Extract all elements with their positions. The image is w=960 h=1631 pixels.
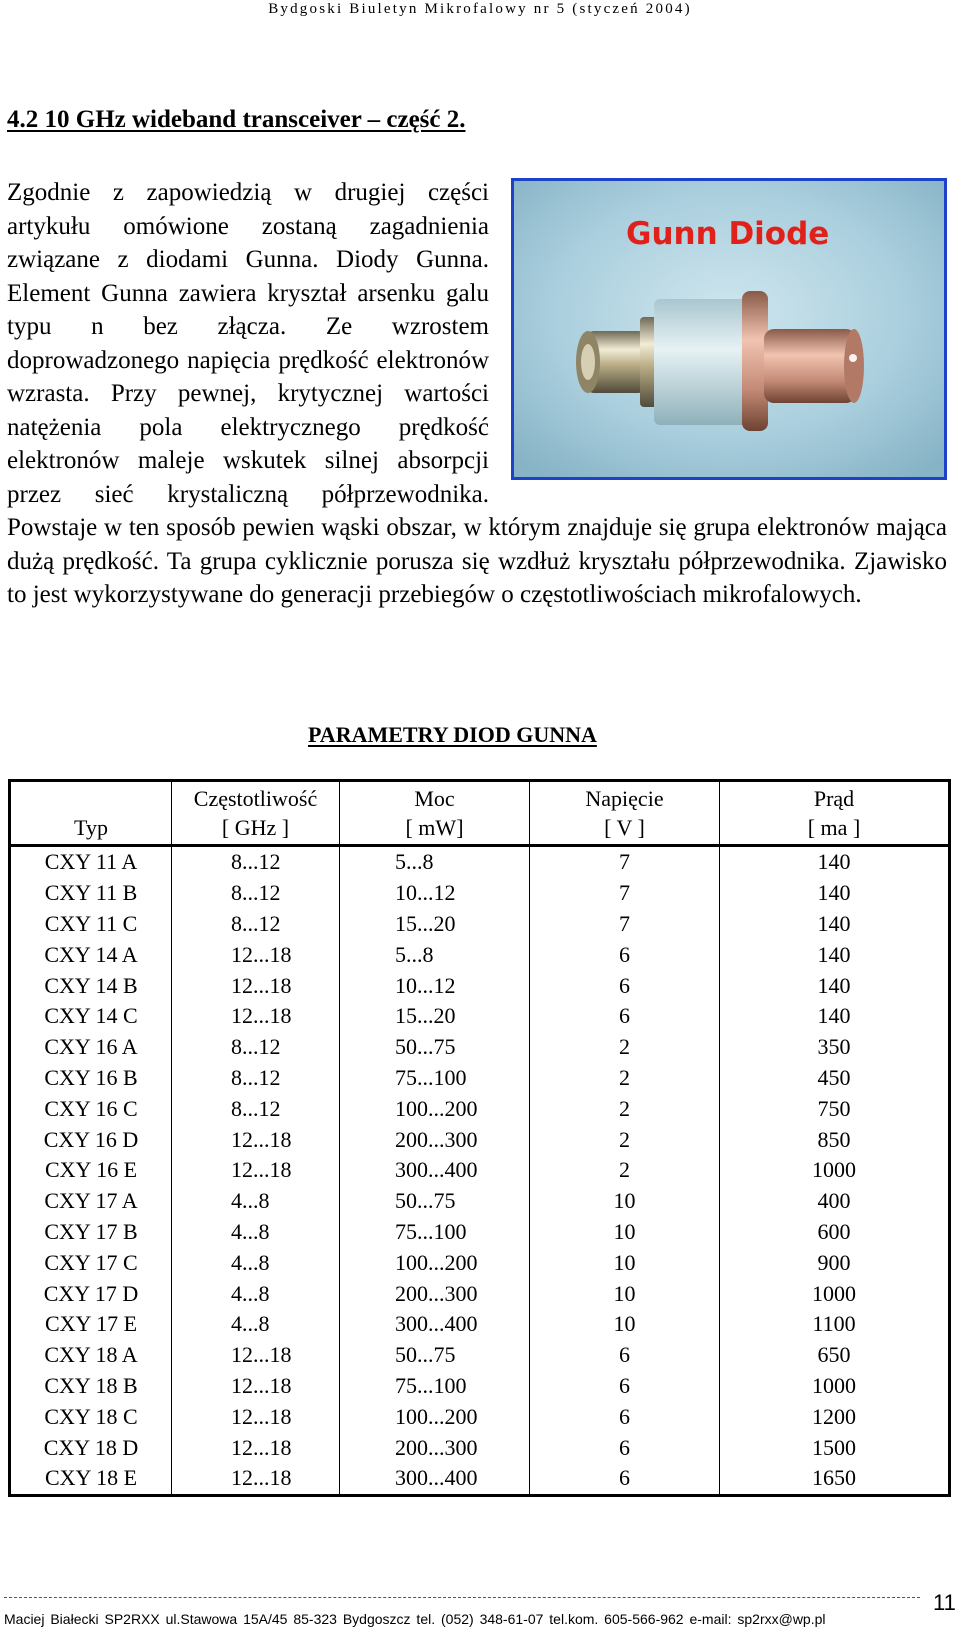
type-cell: CXY 16 B <box>10 1063 172 1094</box>
type-cell: CXY 18 D <box>10 1432 172 1463</box>
power-cell: 100...200 <box>340 1247 530 1278</box>
voltage-cell: 7 <box>530 909 720 940</box>
table-row <box>10 1340 950 1371</box>
article-paragraph: Zgodnie z zapowiedzią w drugiej części artykułu omówione zostaną zagadnienia związane z diodami Gunna. Diody Gunna. Element Gunna zawiera kryształ arsenku galu typu n bez złącza. Ze wzrostem doprowadzonego napięcia prędkość elektronów wzrasta. Przy pewnej, krytycznej wartości natężenia pola elektrycznego prędkość elektronów maleje wskutek silnej absorpcji przez sieć krystaliczną półprzewodnika. Powstaje w ten sposób pewien wąski obszar, w którym znajduje się grupa elektronów mająca dużą prędkość. Ta grupa cyklicznie porusza się wzdłuż kryształu półprzewodnika. Zjawisko to jest wykorzystywane do generacji przebiegów o częstotliwościach mikrofalowych. <box>7 179 947 608</box>
power-cell: 200...300 <box>340 1432 530 1463</box>
frequency-cell: 12...18 <box>172 1155 340 1186</box>
frequency-cell: 12...18 <box>172 939 340 970</box>
voltage-cell: 7 <box>530 846 720 878</box>
voltage-cell: 10 <box>530 1247 720 1278</box>
current-cell: 650 <box>720 1340 950 1371</box>
header-power <box>340 781 530 846</box>
current-cell: 350 <box>720 1032 950 1063</box>
current-cell: 450 <box>720 1063 950 1094</box>
type-cell: CXY 17 B <box>10 1217 172 1248</box>
table-row <box>10 878 950 909</box>
voltage-cell: 2 <box>530 1155 720 1186</box>
table-row <box>10 846 950 878</box>
current-cell: 140 <box>720 939 950 970</box>
frequency-cell: 8...12 <box>172 1063 340 1094</box>
frequency-cell: 12...18 <box>172 1432 340 1463</box>
frequency-cell: 12...18 <box>172 970 340 1001</box>
power-cell: 5...8 <box>340 846 530 878</box>
type-cell: CXY 18 B <box>10 1371 172 1402</box>
voltage-cell: 10 <box>530 1186 720 1217</box>
frequency-cell: 4...8 <box>172 1217 340 1248</box>
type-cell: CXY 17 D <box>10 1278 172 1309</box>
table-header-row <box>10 781 950 846</box>
frequency-cell: 8...12 <box>172 1093 340 1124</box>
table-row <box>10 1032 950 1063</box>
type-cell: CXY 14 C <box>10 1001 172 1032</box>
frequency-cell: 8...12 <box>172 846 340 878</box>
type-cell: CXY 16 E <box>10 1155 172 1186</box>
gunn-diode-parameters-table <box>8 779 951 1497</box>
page-header: Bydgoski Biuletyn Mikrofalowy nr 5 (styczeń 2004) <box>268 1 692 17</box>
frequency-cell: 8...12 <box>172 1032 340 1063</box>
voltage-cell: 10 <box>530 1309 720 1340</box>
type-cell: CXY 18 E <box>10 1463 172 1495</box>
frequency-cell: 4...8 <box>172 1278 340 1309</box>
type-cell: CXY 14 A <box>10 939 172 970</box>
power-cell: 10...12 <box>340 878 530 909</box>
table-title: PARAMETRY DIOD GUNNA <box>308 722 597 747</box>
voltage-cell: 6 <box>530 1463 720 1495</box>
power-cell: 100...200 <box>340 1401 530 1432</box>
power-cell: 200...300 <box>340 1278 530 1309</box>
power-cell: 300...400 <box>340 1309 530 1340</box>
table-row <box>10 1309 950 1340</box>
table-row <box>10 1155 950 1186</box>
power-cell: 75...100 <box>340 1217 530 1248</box>
frequency-cell: 4...8 <box>172 1186 340 1217</box>
type-cell: CXY 16 D <box>10 1124 172 1155</box>
table-row <box>10 1278 950 1309</box>
page-number: 11 <box>933 1590 956 1615</box>
power-cell: 50...75 <box>340 1032 530 1063</box>
voltage-cell: 6 <box>530 939 720 970</box>
header-power-line1: Moc <box>414 786 455 811</box>
current-cell: 1200 <box>720 1401 950 1432</box>
table-row <box>10 1463 950 1495</box>
photo-caption: Gunn Diode <box>626 216 830 252</box>
current-cell: 600 <box>720 1217 950 1248</box>
current-cell: 850 <box>720 1124 950 1155</box>
voltage-cell: 2 <box>530 1032 720 1063</box>
type-cell: CXY 11 A <box>10 846 172 878</box>
table-row <box>10 1371 950 1402</box>
frequency-cell: 12...18 <box>172 1001 340 1032</box>
current-cell: 140 <box>720 846 950 878</box>
current-cell: 400 <box>720 1186 950 1217</box>
frequency-cell: 4...8 <box>172 1247 340 1278</box>
section-title: 4.2 10 GHz wideband transceiver – część 2. <box>7 106 466 133</box>
table-row <box>10 1093 950 1124</box>
header-current-line2: [ ma ] <box>807 815 861 840</box>
current-cell: 140 <box>720 909 950 940</box>
voltage-cell: 7 <box>530 878 720 909</box>
current-cell: 1000 <box>720 1155 950 1186</box>
voltage-cell: 6 <box>530 970 720 1001</box>
current-cell: 1500 <box>720 1432 950 1463</box>
footer-contact: Maciej Białecki SP2RXX ul.Stawowa 15A/45 85-323 Bydgoszcz tel. (052) 348-61-07 tel.kom. 605-566-962 e-mail: sp2rxx@wp.pl <box>4 1611 826 1627</box>
gunn-diode-illustration <box>514 181 944 477</box>
type-cell: CXY 11 B <box>10 878 172 909</box>
type-cell: CXY 14 B <box>10 970 172 1001</box>
article-text <box>7 176 947 612</box>
current-cell: 140 <box>720 878 950 909</box>
current-cell: 1000 <box>720 1371 950 1402</box>
power-cell: 100...200 <box>340 1093 530 1124</box>
table-row <box>10 1124 950 1155</box>
header-typ-line2: Typ <box>74 815 108 840</box>
type-cell: CXY 16 C <box>10 1093 172 1124</box>
table-row <box>10 1432 950 1463</box>
current-cell: 750 <box>720 1093 950 1124</box>
frequency-cell: 8...12 <box>172 878 340 909</box>
voltage-cell: 10 <box>530 1278 720 1309</box>
table-row <box>10 939 950 970</box>
voltage-cell: 2 <box>530 1124 720 1155</box>
header-current-line1: Prąd <box>813 786 855 811</box>
current-cell: 140 <box>720 970 950 1001</box>
voltage-cell: 6 <box>530 1001 720 1032</box>
voltage-cell: 6 <box>530 1340 720 1371</box>
table-row <box>10 1186 950 1217</box>
power-cell: 200...300 <box>340 1124 530 1155</box>
type-cell: CXY 17 E <box>10 1309 172 1340</box>
table-row <box>10 1063 950 1094</box>
frequency-cell: 12...18 <box>172 1463 340 1495</box>
header-frequency-line1: Częstotliwość <box>193 786 318 811</box>
current-cell: 900 <box>720 1247 950 1278</box>
current-cell: 1000 <box>720 1278 950 1309</box>
frequency-cell: 12...18 <box>172 1124 340 1155</box>
power-cell: 50...75 <box>340 1186 530 1217</box>
power-cell: 300...400 <box>340 1155 530 1186</box>
frequency-cell: 12...18 <box>172 1371 340 1402</box>
frequency-cell: 12...18 <box>172 1401 340 1432</box>
current-cell: 1100 <box>720 1309 950 1340</box>
header-typ <box>10 781 172 846</box>
type-cell: CXY 18 A <box>10 1340 172 1371</box>
header-power-line2: [ mW] <box>405 815 464 840</box>
power-cell: 50...75 <box>340 1340 530 1371</box>
type-cell: CXY 11 C <box>10 909 172 940</box>
frequency-cell: 4...8 <box>172 1309 340 1340</box>
voltage-cell: 6 <box>530 1432 720 1463</box>
header-current <box>720 781 950 846</box>
type-cell: CXY 17 C <box>10 1247 172 1278</box>
current-cell: 1650 <box>720 1463 950 1495</box>
voltage-cell: 6 <box>530 1401 720 1432</box>
current-cell: 140 <box>720 1001 950 1032</box>
footer-divider <box>4 1597 920 1598</box>
type-cell: CXY 17 A <box>10 1186 172 1217</box>
table-row <box>10 1001 950 1032</box>
header-voltage-line1: Napięcie <box>585 786 664 811</box>
voltage-cell: 10 <box>530 1217 720 1248</box>
table-row <box>10 1217 950 1248</box>
table-row <box>10 970 950 1001</box>
type-cell: CXY 16 A <box>10 1032 172 1063</box>
power-cell: 10...12 <box>340 970 530 1001</box>
table-row <box>10 909 950 940</box>
voltage-cell: 2 <box>530 1063 720 1094</box>
header-voltage-line2: [ V ] <box>604 815 645 840</box>
frequency-cell: 12...18 <box>172 1340 340 1371</box>
gunn-diode-photo <box>511 178 947 480</box>
voltage-cell: 2 <box>530 1093 720 1124</box>
header-voltage <box>530 781 720 846</box>
table-row <box>10 1401 950 1432</box>
frequency-cell: 8...12 <box>172 909 340 940</box>
header-frequency <box>172 781 340 846</box>
power-cell: 300...400 <box>340 1463 530 1495</box>
power-cell: 75...100 <box>340 1063 530 1094</box>
power-cell: 75...100 <box>340 1371 530 1402</box>
power-cell: 5...8 <box>340 939 530 970</box>
header-frequency-line2: [ GHz ] <box>221 815 290 840</box>
table-row <box>10 1247 950 1278</box>
power-cell: 15...20 <box>340 909 530 940</box>
power-cell: 15...20 <box>340 1001 530 1032</box>
type-cell: CXY 18 C <box>10 1401 172 1432</box>
voltage-cell: 6 <box>530 1371 720 1402</box>
